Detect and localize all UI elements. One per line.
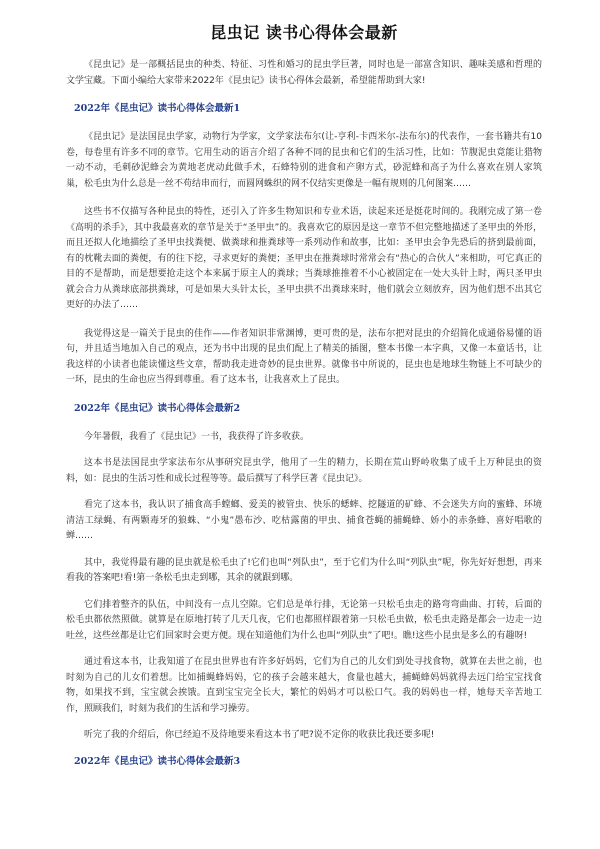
section-2-paragraph-3: 看完了这本书，我认识了捕食高手螳螂、爱美的被管虫、快乐的蟋蟀、挖隧道的矿蜂、不会迷失方向的蜜蜂、环境清洁工绿蝇、有两颗毒牙的狼蛛、“小鬼”愚布沙、吃枯露菌的甲虫、捕食苍蝇的捕蝇蜂、娇小的赤条蜂、喜好唱歌的蝉…… <box>66 500 542 541</box>
section-1-heading: 2022年《昆虫记》读书心得体会最新1 <box>74 103 241 114</box>
section-2-paragraph-6: 通过看这本书，让我知道了在昆虫世界也有许多好妈妈，它们为自己的儿女们到处寻找食物，就算在去世之前，也时刻为自己的儿女们着想。比如捕蝇蜂妈妈，它的孩子会越来越大，食量也越大，捕蝇蜂妈妈就得去远门给宝宝找食物，如果找不到，宝宝就会挨饿。直到宝宝完全长大，繁忙的妈妈才可以松口气。我的妈妈也一样，她每天辛苦地工作，照顾我们，时刻为我们的生活和学习操劳。 <box>66 657 542 714</box>
section-2-paragraph-1: 今年暑假，我看了《昆虫记》一书，我获得了许多收获。 <box>84 431 310 442</box>
intro-paragraph: 《昆虫记》是一部概括昆虫的种类、特征、习性和婚习的昆虫学巨著，同时也是一部富含知识、趣味美感和哲理的文学宝藏。下面小编给大家带来2022年《昆虫记》读书心得体会最新，希望能帮助到大家! <box>66 60 542 86</box>
section-2-paragraph-7: 听完了我的介绍后，你已经迫不及待地要来看这本书了吧?说不定你的收获比我还要多呢! <box>84 730 435 740</box>
section-1-paragraph-1: 《昆虫记》是法国昆虫学家，动物行为学家，文学家法布尔(让-亨利-卡西米尔-法布尔)的代表作，一套书籍共有10卷，每卷里有许多不同的章节。它用生动的语言介绍了各种不同的昆虫和它们的生活习性，比如：节腹泥虫竟能让猎物一动不动，毛刺砂泥蜂会为黄地老虎动此做手术，石蜂特别的进食和产卵方式，砂泥蜂和高子为什么喜欢在别人家筑巢，松毛虫为什么总是一丝不苟结串而行，而圆网蛛织的网不仅结实更像是一幅有规则的几何图案…… <box>66 132 542 189</box>
section-2-heading: 2022年《昆虫记》读书心得体会最新2 <box>74 402 241 414</box>
section-1-paragraph-2: 这些书不仅描写各种昆虫的特性，还引入了许多生物知识和专业术语，读起来还是挺花时间的。我刚完成了第一卷《高明的杀手》，其中我最喜欢的章节是关于“圣甲虫”的。我喜欢它的原因是这一章节不但完整地描述了圣甲虫的外形，而且还拟人化地描绘了圣甲虫找粪便、做粪球和推粪球等一系列动作和故事，比如：圣甲虫会争先恐后的挤到最前面，有的枕靴去面的粪便，有的往下挖，寻求更好的粪便；圣甲虫在推粪球时常常会有“热心的合伙人”来相助，可它真正的目的不是帮助，而是想要抢走这个本来属于原主人的粪球；当粪球推推着不小心被固定在一处大头针上时，两只圣甲虫就会合力从粪球底部拱粪球，可是如果大头针太长，圣甲虫拱不出粪球来时，他们就会立刻放弃，因为他们想不出其它更好的办法了…… <box>66 207 542 310</box>
document-title: 昆虫记 读书心得体会最新 <box>210 23 398 42</box>
section-2-paragraph-5: 它们排着整齐的队伍，中间没有一点儿空隙。它们总是单行排，无论第一只松毛虫走的路弯弯曲曲、打转，后面的松毛虫都依然照做。就算是在原地打转了几天几夜，它们也都照样跟着第一只松毛虫做，松毛虫走路是都会一边走一边吐丝，这些丝都是让它们回家时会更方便。现在知道他们为什么也叫“列队虫”了吧!。瞧!这些小昆虫是多么的有趣呀! <box>66 599 542 641</box>
section-3-heading: 2022年《昆虫记》读书心得体会最新3 <box>74 755 241 767</box>
section-1-paragraph-3: 我觉得这是一篇关于昆虫的佳作——作者知识非常渊博，更可贵的是，法布尔把对昆虫的介绍简化成通俗易懂的语句，并且适当地加入自己的观点，还为书中出现的昆虫们配上了精美的插图，整本书像一本字典，又像一本童话书，让我这样的小读者也能读懂这些文章，帮助我走进奇妙的昆虫世界。就像书中所说的，昆虫也是地球生物链上不可缺少的一环，昆虫的生命也应当得到尊重。看了这本书，让我喜欢上了昆虫。 <box>66 328 542 385</box>
section-2-paragraph-2: 这本书是法国昆虫学家法布尔从事研究昆虫学，他用了一生的精力，长期在荒山野岭收集了成千上万种昆虫的资料，如：昆虫的生活习性和成长过程等等。最后撰写了科学巨著《昆虫记》。 <box>66 458 542 484</box>
section-2-paragraph-4: 其中，我觉得最有趣的昆虫就是松毛虫了!它们也叫“列队虫”，至于它们为什么叫“列队虫”呢，你先好好想想，再来看我的答案吧!看!第一条松毛虫走到哪，其余的就跟到哪。 <box>66 557 542 583</box>
